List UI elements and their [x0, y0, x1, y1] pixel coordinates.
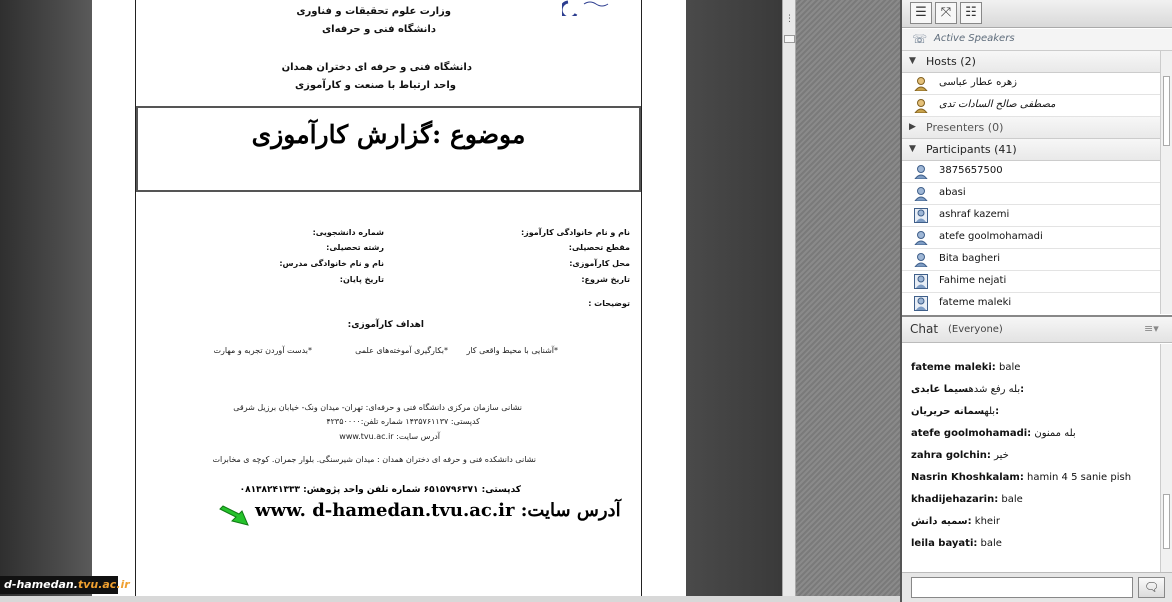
- goals-title: اهداف کارآموزی:: [347, 320, 424, 330]
- host-name: زهره عطار عباسی: [939, 77, 1018, 88]
- chat-text: bale: [995, 362, 1021, 373]
- chat-header: [902, 315, 1172, 343]
- participant-name: Bita bagheri: [939, 253, 1001, 264]
- participant-name: ashraf kazemi: [939, 209, 1010, 220]
- central-website: آدرس سایت: www.tvu.ac.ir: [339, 432, 440, 441]
- chat-message: [911, 362, 1020, 373]
- field-trainee-name: نام و نام خانوادگی کارآموز:: [520, 228, 630, 237]
- university-logo-icon: [562, 0, 612, 16]
- participant-row[interactable]: [902, 205, 1160, 227]
- chat-text: بله رفع شده: [968, 384, 1021, 395]
- notes-label: توضیحات :: [588, 299, 630, 308]
- chat-sender: fateme maleki:: [911, 362, 996, 373]
- fullscreen-icon[interactable]: ⤧: [935, 2, 957, 24]
- host-row[interactable]: [902, 95, 1160, 117]
- send-message-button[interactable]: [1138, 577, 1165, 598]
- chat-scope: (Everyone): [948, 324, 1003, 335]
- host-name: مصطفی صالح السادات تدی: [939, 99, 1056, 110]
- field-internship-place: محل کارآموزی:: [569, 259, 630, 268]
- goal-item: *بکارگیری آموخته‌های علمی: [355, 346, 448, 355]
- menu-icon[interactable]: ≡▾: [1144, 322, 1159, 335]
- scroll-handle[interactable]: [1163, 494, 1170, 549]
- group-hosts[interactable]: [902, 51, 1160, 73]
- chat-message: [911, 494, 1023, 505]
- chat-sender: سمانه حریریان:: [911, 406, 1000, 417]
- chat-scrollbar[interactable]: [1160, 344, 1172, 572]
- chat-input[interactable]: [911, 577, 1133, 598]
- chat-sender: Nasrin Khoshkalam:: [911, 472, 1024, 483]
- participant-icon: [914, 274, 928, 289]
- participant-name: abasi: [939, 187, 966, 198]
- group-presenters[interactable]: [902, 117, 1160, 139]
- active-speakers-label: Active Speakers: [934, 33, 1015, 44]
- chat-text: hamin 4 5 sanie pish: [1023, 472, 1132, 483]
- field-degree: مقطع تحصیلی:: [568, 243, 630, 252]
- participant-name: fateme maleki: [939, 297, 1012, 308]
- chat-sender: atefe goolmohamadi:: [911, 428, 1032, 439]
- participant-name: 3875657500: [939, 165, 1003, 176]
- phone-icon: ☏: [912, 32, 928, 46]
- university-line: دانشگاه فنی و حرفه‌ای: [321, 24, 436, 35]
- list-view-icon[interactable]: ☰: [910, 2, 932, 24]
- field-instructor: نام و نام خانوادگی مدرس:: [279, 259, 384, 268]
- chat-input-row: [902, 572, 1172, 602]
- ministry-line: وزارت علوم تحقیقات و فناوری: [296, 6, 451, 17]
- participant-name: atefe goolmohamadi: [939, 231, 1043, 242]
- department-line: واحد ارتباط با صنعت و کارآموزی: [294, 80, 456, 91]
- watermark-accent: tvu.ac.ir: [77, 578, 130, 591]
- host-row[interactable]: [902, 73, 1160, 95]
- goal-item: *آشنایی با محیط واقعی کار: [466, 346, 558, 355]
- chat-message: [911, 472, 1131, 483]
- chat-text: bale: [977, 538, 1002, 549]
- chat-messages: [902, 344, 1160, 572]
- chat-text: بله ممنون: [1031, 428, 1076, 439]
- field-start-date: تاریخ شروع:: [581, 275, 630, 284]
- participant-icon: [914, 164, 928, 179]
- chat-message: [911, 450, 1009, 461]
- viewer-scrollbar[interactable]: [782, 0, 796, 602]
- participant-name: Fahime nejati: [939, 275, 1007, 286]
- panel-toolbar: [902, 0, 1172, 28]
- chat-sender: سمیه دانش:: [911, 516, 972, 527]
- participant-row[interactable]: [902, 249, 1160, 271]
- participant-row[interactable]: [902, 293, 1160, 314]
- chat-sender: zahra golchin:: [911, 450, 991, 461]
- participant-row[interactable]: [902, 183, 1160, 205]
- participant-icon: [914, 230, 928, 245]
- chat-sender: khadijehazarin:: [911, 494, 999, 505]
- chat-text: bale: [998, 494, 1023, 505]
- chat-message: [911, 428, 1076, 439]
- field-major: رشته تحصیلی:: [326, 243, 384, 252]
- field-student-number: شماره دانشجویی:: [312, 228, 384, 237]
- speech-bubble-icon: 🗨: [1143, 580, 1160, 594]
- scroll-handle[interactable]: [784, 35, 795, 43]
- chat-message: [911, 516, 1000, 527]
- site-watermark: [0, 576, 130, 594]
- attendee-panel: [900, 0, 1172, 602]
- host-icon: [914, 98, 928, 113]
- participant-row[interactable]: [902, 227, 1160, 249]
- group-participants[interactable]: [902, 139, 1160, 161]
- host-icon: [914, 76, 928, 91]
- chat-text: بله: [984, 406, 996, 417]
- horizontal-scrollbar[interactable]: [0, 596, 900, 602]
- participant-row[interactable]: [902, 271, 1160, 293]
- group-label: Participants (41): [926, 143, 1017, 156]
- participant-icon: [914, 296, 928, 311]
- report-title-box: [136, 106, 641, 192]
- chat-message: [911, 406, 999, 417]
- goal-item: *بدست آوردن تجربه و مهارت: [213, 346, 312, 355]
- attendee-scrollbar[interactable]: [1160, 51, 1172, 314]
- splitter-area: [796, 0, 900, 602]
- chat-sender: leila bayati:: [911, 538, 978, 549]
- group-label: Hosts (2): [926, 55, 976, 68]
- viewer-margin: [686, 0, 782, 602]
- expand-triangle-icon: ▶: [909, 122, 916, 132]
- group-label: Presenters (0): [926, 121, 1004, 134]
- collapse-triangle-icon: ▼: [909, 56, 916, 66]
- participant-icon: [914, 208, 928, 223]
- green-arrow-icon: [218, 505, 250, 527]
- participant-icon: [914, 186, 928, 201]
- grip-icon: ⋮: [785, 14, 794, 24]
- chat-text: خیر: [990, 450, 1009, 461]
- central-postal: کدپستی: ۱۴۳۵۷۶۱۱۳۷ شماره تلفن:۴۲۳۵۰۰۰۰: [326, 417, 480, 426]
- watermark-main: d-hamedan.: [4, 578, 78, 591]
- attendee-list: [902, 51, 1160, 314]
- chat-message: [911, 384, 1024, 395]
- faculty-contact: کدپستی: ۶۵۱۵۷۹۶۳۷۱ شماره تلفن واحد پژوهش: ۰۸۱۳۸۲۴۱۳۳۳: [239, 485, 521, 495]
- chat-message: [911, 538, 1002, 549]
- chat-text: kheir: [971, 516, 1000, 527]
- field-end-date: تاریخ پایان:: [339, 275, 384, 284]
- active-speakers-bar: [902, 29, 1172, 51]
- participant-icon: [914, 252, 928, 267]
- collapse-triangle-icon: ▼: [909, 144, 916, 154]
- chat-title: Chat: [910, 322, 939, 336]
- central-address: نشانی سازمان مرکزی دانشگاه فنی و حرفه‌ای: تهران- میدان ونک- خیابان برزیل شرقی: [233, 403, 522, 412]
- user-options-icon[interactable]: ☷: [960, 2, 982, 24]
- scroll-handle[interactable]: [1163, 76, 1170, 146]
- report-title: موضوع :گزارش کارآموزی: [251, 120, 526, 149]
- faculty-line: دانشگاه فنی و حرفه ای دختران همدان: [281, 62, 472, 73]
- chat-sender: سیما عابدی:: [911, 384, 1025, 395]
- faculty-website: آدرس سایت: www. d-hamedan.tvu.ac.ir: [255, 500, 621, 521]
- faculty-address: نشانی دانشکده فنی و حرفه ای دختران همدان : میدان شیرسنگی. بلوار جمران. کوچه ی مخابرات: [212, 455, 536, 464]
- participant-row[interactable]: [902, 161, 1160, 183]
